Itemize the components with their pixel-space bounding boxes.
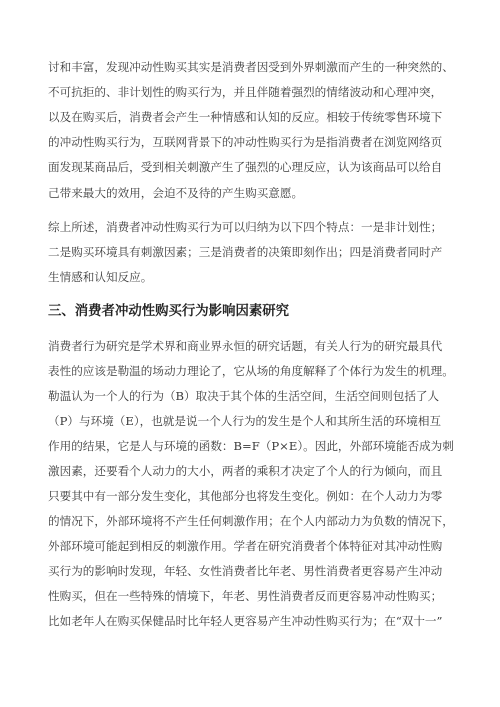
text-line: 面发现某商品后，受到相关刺激产生了强烈的心理反应，认为该商品可以给自 — [48, 160, 443, 174]
text-line: 的情况下，外部环境将不产生任何刺激作用；在个人内部动力为负数的情况下， — [48, 514, 454, 528]
text-line: 性购买，但在一些特殊的情境下，年老、男性消费者反而更容易冲动性购买； — [48, 589, 443, 603]
text-line: 表性的应该是勒温的场动力理论了，它从场的角度解释了个体行为发生的机理。 — [48, 364, 454, 378]
text-line: 比如老年人在购买保健品时比年轻人更容易产生冲动性购买行为；在“双十一” — [48, 614, 443, 628]
text-line: 以及在购买后，消费者会产生一种情感和认知的反应。相较于传统零售环境下 — [48, 110, 443, 124]
text-line: 只要其中有一部分发生变化，其他部分也将发生变化。例如：在个人动力为零 — [48, 489, 443, 503]
text-line: 作用的结果，它是人与环境的函数：B=F（P×E）。因此，外部环境能否成为刺 — [48, 439, 454, 453]
text-line: 的冲动性购买行为，互联网背景下的冲动性购买行为是指消费者在浏览网络页 — [48, 135, 443, 149]
text-line: 激因素，还要看个人动力的大小，两者的乘积才决定了个人的行为倾向，而且 — [48, 464, 443, 478]
text-line: 勒温认为一个人的行为（B）取决于其个体的生活空间，生活空间则包括了人 — [48, 389, 440, 403]
text-line: 外部环境可能起到相反的刺激作用。学者在研究消费者个体特征对其冲动性购 — [48, 539, 443, 553]
text-line: 买行为的影响时发现，年轻、女性消费者比年老、男性消费者更容易产生冲动 — [48, 564, 443, 578]
text-line: 消费者行为研究是学术界和商业界永恒的研究话题，有关人行为的研究最具代 — [48, 339, 443, 353]
text-line: 己带来最大的效用，会迫不及待的产生购买意愿。 — [48, 186, 304, 200]
text-line: 二是购买环境具有刺激因素；三是消费者的决策即刻作出；四是消费者同时产 — [48, 245, 443, 259]
text-line: 讨和丰富，发现冲动性购买其实是消费者因受到外界刺激而产生的一种突然的、 — [48, 60, 454, 74]
text-line: （P）与环境（E），也就是说一个人行为的发生是个人和其所生活的环境相互 — [48, 414, 442, 428]
text-line: 生情感和认知反应。 — [48, 270, 153, 284]
text-line: 综上所述，消费者冲动性购买行为可以归纳为以下四个特点：一是非计划性； — [48, 220, 443, 234]
text-line: 不可抗拒的、非计划性的购买行为，并且伴随着强烈的情绪波动和心理冲突， — [48, 85, 443, 99]
section-heading: 三、消费者冲动性购买行为影响因素研究 — [48, 304, 290, 319]
